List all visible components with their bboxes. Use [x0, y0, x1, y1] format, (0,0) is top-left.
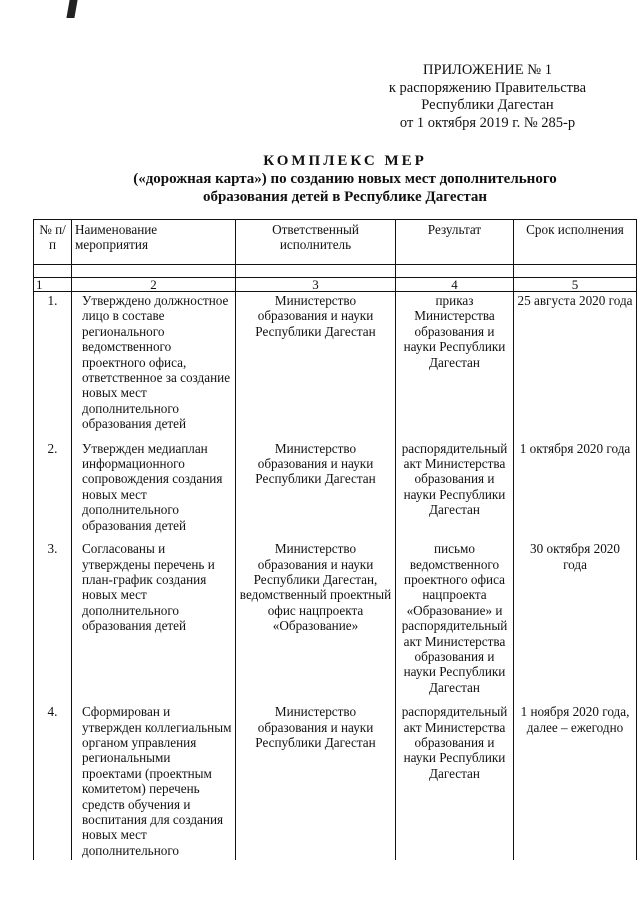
row-executor: Министерство образования и науки Республики Дагестан, ведомственный проектный офис нацпроекта «Образование» [236, 535, 396, 698]
column-number: 1 [34, 278, 72, 292]
table-gap-row [34, 265, 637, 278]
row-num: 1. [34, 292, 72, 434]
document-subtitle-line1: («дорожная карта») по созданию новых мест дополнительного [133, 171, 557, 187]
header-executor: Ответственный исполнитель [236, 220, 396, 265]
column-number: 5 [514, 278, 637, 292]
corner-mark [66, 0, 77, 18]
row-name: Утвержден медиаплан информационного сопровождения создания новых мест дополнительного образования детей [72, 434, 236, 535]
row-name: Утверждено должностное лицо в составе регионального ведомственного проектного офиса, ответственное за создание новых мест дополнительного образования детей [72, 292, 236, 434]
row-result: распорядительный акт Министерства образования и науки Республики Дагестан [396, 698, 514, 860]
row-name: Сформирован и утвержден коллегиальным органом управления региональными проектами (проектным комитетом) перечень средств обучения и воспитания для создания новых мест дополнительного [72, 698, 236, 860]
row-term: 30 октября 2020 года [514, 535, 637, 698]
measures-table [33, 219, 637, 860]
row-term: 1 ноября 2020 года, далее – ежегодно [514, 698, 637, 860]
header-num: № п/п [34, 220, 72, 265]
table-row [34, 698, 637, 860]
appendix-line-date: от 1 октября 2019 г. № 285-р [399, 114, 576, 131]
row-term: 1 октября 2020 года [514, 434, 637, 535]
column-number-row [34, 278, 637, 292]
column-number: 3 [236, 278, 396, 292]
row-result: письмо ведомственного проектного офиса нацпроекта «Образование» и распорядительный акт Министерства образования и науки Республики Дагестан [396, 535, 514, 698]
row-executor: Министерство образования и науки Республики Дагестан [236, 434, 396, 535]
table-row [34, 434, 637, 535]
row-executor: Министерство образования и науки Республики Дагестан [236, 698, 396, 860]
appendix-block [360, 62, 615, 132]
table-row [34, 292, 637, 434]
row-num: 2. [34, 434, 72, 535]
table-header-row [34, 220, 637, 265]
row-result: распорядительный акт Министерства образования и науки Республики Дагестан [396, 434, 514, 535]
appendix-line-republic: Республики Дагестан [421, 97, 554, 113]
header-term: Срок исполнения [514, 220, 637, 265]
column-number: 4 [396, 278, 514, 292]
table-row [34, 535, 637, 698]
row-executor: Министерство образования и науки Республики Дагестан [236, 292, 396, 434]
row-result: приказ Министерства образования и науки Республики Дагестан [396, 292, 514, 434]
row-name: Согласованы и утверждены перечень и план-график создания новых мест дополнительного образования детей [72, 535, 236, 698]
row-term: 25 августа 2020 года [514, 292, 637, 434]
row-num: 4. [34, 698, 72, 860]
header-name: Наименование мероприятия [72, 220, 236, 265]
header-result: Результат [396, 220, 514, 265]
appendix-title: ПРИЛОЖЕНИЕ № 1 [423, 62, 552, 78]
document-heading [60, 152, 630, 206]
document-subtitle-line2: образования детей в Республике Дагестан [202, 189, 488, 205]
document-title: КОМПЛЕКС МЕР [263, 153, 427, 169]
row-num: 3. [34, 535, 72, 698]
column-number: 2 [72, 278, 236, 292]
appendix-line-order: к распоряжению Правительства [388, 79, 587, 96]
